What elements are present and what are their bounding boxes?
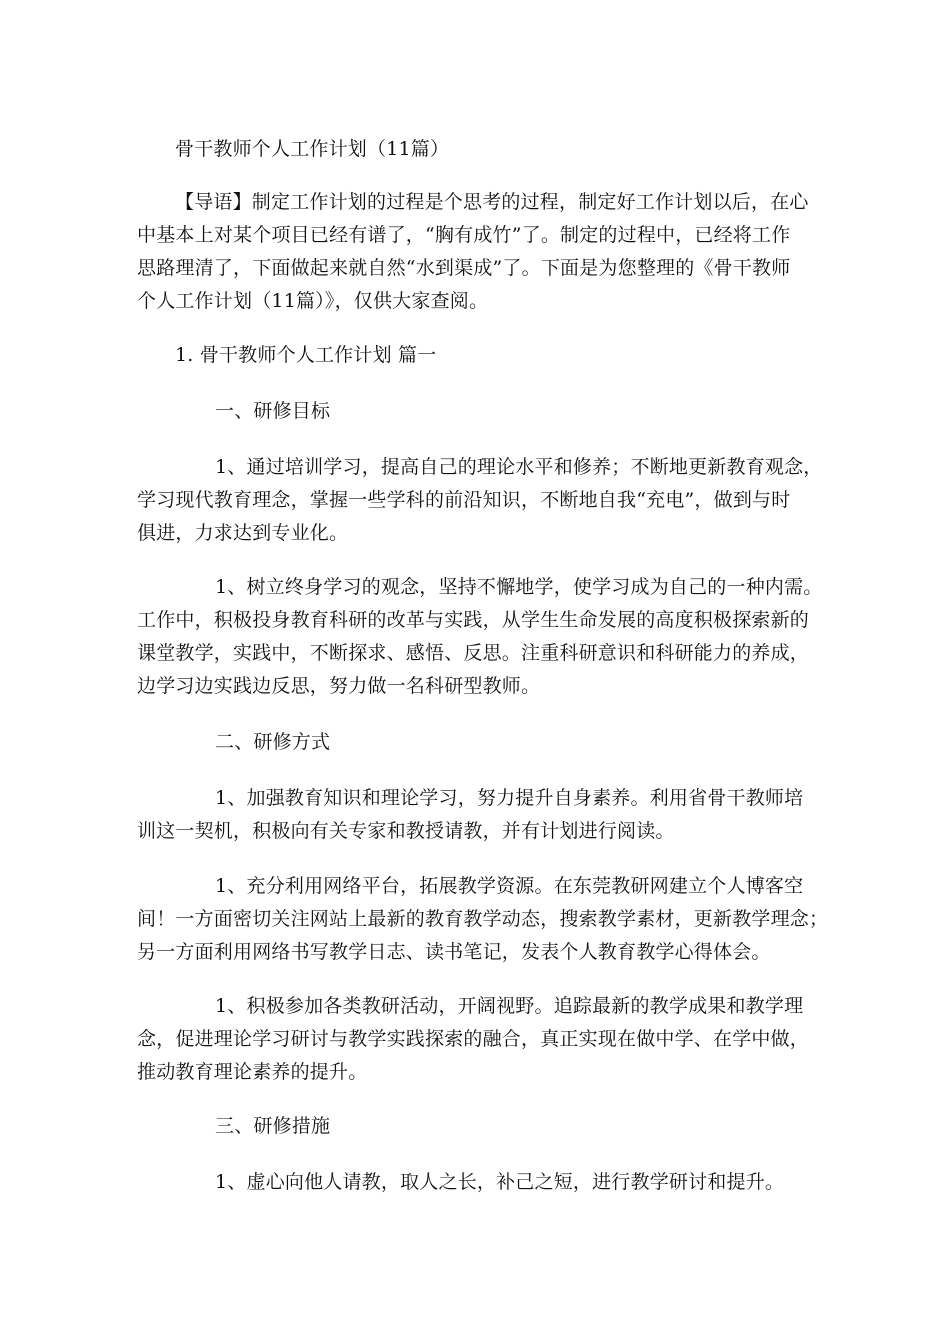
paragraph-line: 1、积极参加各类教研活动，开阔视野。追踪最新的教学成果和教学理 (215, 995, 804, 1017)
paragraph-line: 1、树立终身学习的观念，坚持不懈地学，使学习成为自己的一种内需。 (215, 576, 823, 598)
paragraph-line: 另一方面利用网络书写教学日志、读书笔记，发表个人教育教学心得体会。 (137, 941, 771, 963)
paragraph-line: 学习现代教育理念，掌握一些学科的前沿知识，不断地自我“充电”，做到与时 (137, 489, 791, 511)
paragraph-line: 1、充分利用网络平台，拓展教学资源。在东莞教研网建立个人博客空 (215, 875, 804, 897)
intro-line: 思路理清了，下面做起来就自然“水到渠成”了。下面是为您整理的《骨干教师 (137, 257, 791, 279)
paragraph-line: 推动教育理论素养的提升。 (137, 1061, 368, 1083)
subsection-heading-measures: 三、研修措施 (215, 1115, 331, 1137)
intro-line: 【导语】制定工作计划的过程是个思考的过程，制定好工作计划以后，在心 (175, 191, 809, 213)
document-title: 骨干教师个人工作计划（11篇） (175, 138, 450, 160)
paragraph-line: 俱进，力求达到专业化。 (137, 522, 349, 544)
subsection-heading-methods: 二、研修方式 (215, 731, 331, 753)
paragraph-line: 课堂教学，实践中，不断探求、感悟、反思。注重科研意识和科研能力的养成， (137, 642, 810, 664)
paragraph-line: 训这一契机，积极向有关专家和教授请教，并有计划进行阅读。 (137, 820, 675, 842)
paragraph-line: 边学习边实践边反思，努力做一名科研型教师。 (137, 675, 541, 697)
paragraph-line: 1、加强教育知识和理论学习，努力提升自身素养。利用省骨干教师培 (215, 787, 804, 809)
paragraph-line: 1、通过培训学习，提高自己的理论水平和修养；不断地更新教育观念， (215, 456, 823, 478)
intro-line: 中基本上对某个项目已经有谱了，“胸有成竹”了。制定的过程中，已经将工作 (137, 224, 791, 246)
subsection-heading-goals: 一、研修目标 (215, 400, 331, 422)
paragraph-line: 1、虚心向他人请教，取人之长，补己之短，进行教学研讨和提升。 (215, 1171, 785, 1193)
intro-line: 个人工作计划（11篇）》，仅供大家查阅。 (137, 290, 489, 312)
paragraph-line: 间！一方面密切关注网站上最新的教育教学动态，搜索教学素材，更新教学理念； (137, 908, 829, 930)
paragraph-line: 工作中，积极投身教育科研的改革与实践，从学生生命发展的高度积极探索新的 (137, 609, 810, 631)
section-heading: 1. 骨干教师个人工作计划 篇一 (175, 344, 437, 366)
paragraph-line: 念，促进理论学习研讨与教学实践探索的融合，真正实现在做中学、在学中做， (137, 1028, 810, 1050)
